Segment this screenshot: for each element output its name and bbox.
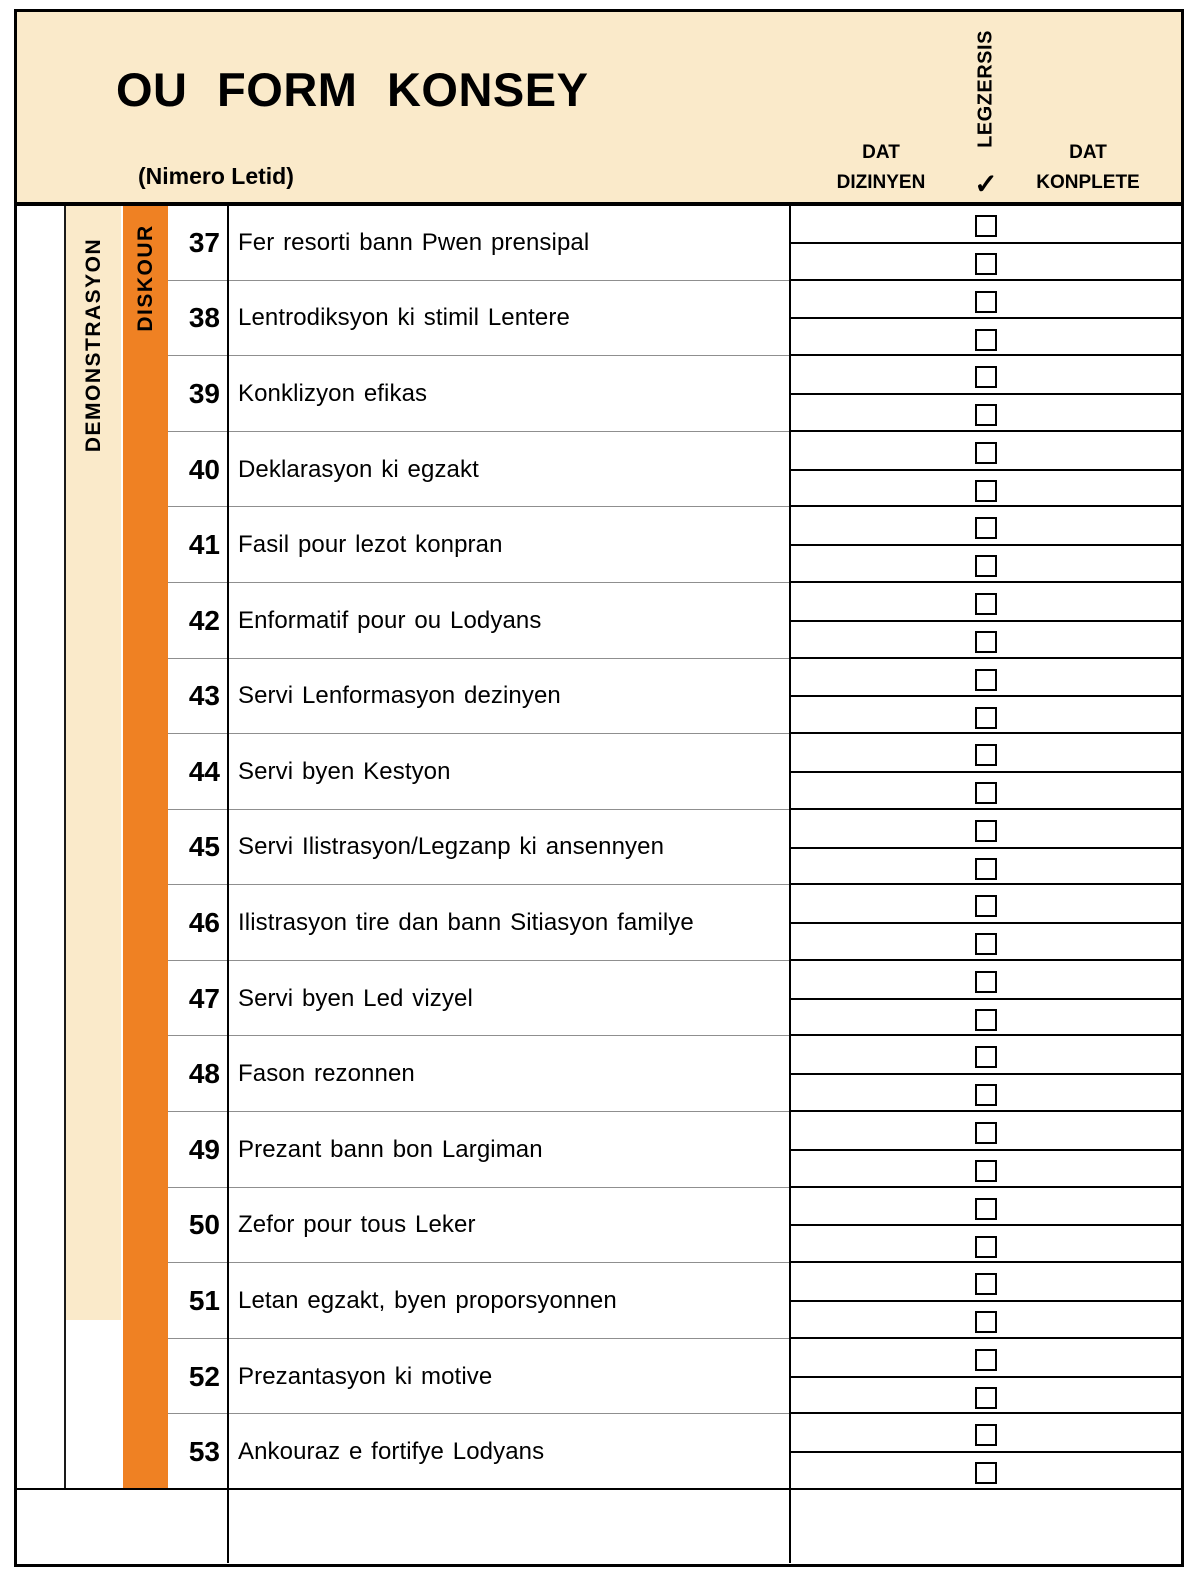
checklist-row	[168, 1339, 1182, 1415]
row-label: Servi byen Kestyon	[238, 757, 451, 785]
row-number: 52	[188, 1360, 220, 1392]
exercise-checkbox[interactable]	[975, 404, 997, 426]
column-header-exercise: LEGZERSIS	[974, 30, 997, 148]
checklist-row	[168, 961, 1182, 1037]
table-bottom-rule	[14, 1488, 1184, 1490]
row-label: Servi Lenformasyon dezinyen	[238, 682, 561, 710]
exercise-checkbox[interactable]	[975, 971, 997, 993]
date-write-line	[790, 469, 1182, 471]
row-label: Fer resorti bann Pwen prensipal	[238, 228, 590, 256]
header-bottom-rule	[14, 202, 1184, 206]
exercise-checkbox[interactable]	[975, 1122, 997, 1144]
number-column-rule	[227, 205, 229, 1563]
exercise-checkbox[interactable]	[975, 1349, 997, 1371]
row-number: 44	[188, 755, 220, 787]
row-number: 48	[188, 1058, 220, 1090]
exercise-checkbox[interactable]	[975, 744, 997, 766]
date-write-line	[790, 544, 1182, 546]
row-label: Servi Ilistrasyon/Legzanp ki ansennyen	[238, 833, 665, 861]
exercise-checkbox[interactable]	[975, 1387, 997, 1409]
checklist-row	[168, 1188, 1182, 1264]
date-write-line	[790, 242, 1182, 244]
row-label: Ankouraz e fortifye Lodyans	[238, 1438, 545, 1466]
exercise-checkbox[interactable]	[975, 1046, 997, 1068]
checklist-row	[168, 432, 1182, 508]
category-band-diskour	[123, 205, 168, 1490]
row-number: 38	[188, 302, 220, 334]
row-label: Enformatif pour ou Lodyans	[238, 606, 542, 634]
date-section-rule	[789, 205, 791, 1563]
row-number: 45	[188, 831, 220, 863]
exercise-checkbox[interactable]	[975, 933, 997, 955]
row-number: 51	[188, 1285, 220, 1316]
exercise-checkbox[interactable]	[975, 1198, 997, 1220]
exercise-checkbox[interactable]	[975, 366, 997, 388]
row-number: 39	[188, 377, 220, 409]
exercise-checkbox[interactable]	[975, 895, 997, 917]
checklist-row	[168, 1414, 1182, 1490]
form-title: OU FORM KONSEY	[116, 63, 589, 116]
row-number: 47	[188, 982, 220, 1014]
exercise-checkbox[interactable]	[975, 480, 997, 502]
form-subtitle: (Nimero Letid)	[138, 163, 294, 189]
row-label: Prezant bann bon Largiman	[238, 1135, 543, 1163]
exercise-checkbox[interactable]	[975, 517, 997, 539]
row-label: Zefor pour tous Leker	[238, 1211, 476, 1239]
row-number: 41	[188, 529, 220, 561]
exercise-checkbox[interactable]	[975, 291, 997, 313]
exercise-checkbox[interactable]	[975, 329, 997, 351]
date-write-line	[790, 1376, 1182, 1378]
exercise-checkbox[interactable]	[975, 253, 997, 275]
checklist-row	[168, 1112, 1182, 1188]
checklist-row	[168, 734, 1182, 810]
exercise-checkbox[interactable]	[975, 442, 997, 464]
date-write-line	[790, 922, 1182, 924]
row-label: Lentrodiksyon ki stimil Lentere	[238, 304, 570, 332]
row-label: Deklarasyon ki egzakt	[238, 455, 479, 483]
exercise-checkbox[interactable]	[975, 782, 997, 804]
checklist-row	[168, 507, 1182, 583]
exercise-checkbox[interactable]	[975, 1009, 997, 1031]
row-number: 50	[188, 1209, 220, 1241]
exercise-checkbox[interactable]	[975, 1236, 997, 1258]
row-number: 49	[188, 1133, 220, 1165]
checklist-row	[168, 810, 1182, 886]
row-label: Ilistrasyon tire dan bann Sitiasyon familye	[238, 909, 694, 937]
row-label: Konklizyon efikas	[238, 379, 428, 407]
checklist-row	[168, 205, 1182, 281]
exercise-checkbox[interactable]	[975, 820, 997, 842]
column-header-date-assigned: DAT DIZINYEN	[836, 142, 926, 194]
row-number: 40	[188, 453, 220, 485]
left-gutter-rule	[64, 205, 66, 1490]
row-label: Servi byen Led vizyel	[238, 984, 473, 1012]
date-write-line	[790, 1149, 1182, 1151]
row-label: Fasil pour lezot konpran	[238, 531, 503, 559]
date-write-line	[790, 393, 1182, 395]
checklist-row	[168, 356, 1182, 432]
row-number: 53	[188, 1436, 220, 1468]
date-write-line	[790, 695, 1182, 697]
row-number: 46	[188, 907, 220, 939]
row-label: Fason rezonnen	[238, 1060, 415, 1088]
exercise-checkbox[interactable]	[975, 631, 997, 653]
row-number: 43	[188, 680, 220, 712]
row-label: Letan egzakt, byen proporsyonnen	[238, 1287, 617, 1314]
exercise-checkbox[interactable]	[975, 555, 997, 577]
exercise-checkbox[interactable]	[975, 707, 997, 729]
exercise-checkbox[interactable]	[975, 1424, 997, 1446]
exercise-checkbox[interactable]	[975, 1462, 997, 1484]
category-label-diskour: DISKOUR	[134, 224, 157, 332]
date-write-line	[790, 1224, 1182, 1226]
date-write-line	[790, 620, 1182, 622]
exercise-checkbox[interactable]	[975, 1311, 997, 1333]
checklist-row	[168, 1263, 1182, 1339]
exercise-checkbox[interactable]	[975, 669, 997, 691]
exercise-checkbox[interactable]	[975, 1084, 997, 1106]
row-number: 37	[188, 226, 220, 258]
column-header-date-completed: DAT KONPLETE	[1036, 142, 1140, 194]
checklist-row	[168, 281, 1182, 357]
date-write-line	[790, 1300, 1182, 1302]
date-write-line	[790, 998, 1182, 1000]
row-number: 42	[188, 604, 220, 636]
row-label: Prezantasyon ki motive	[238, 1362, 493, 1390]
category-label-demonstrasyon: DEMONSTRASYON	[82, 237, 105, 453]
date-write-line	[790, 847, 1182, 849]
checkmark-icon: ✓	[974, 168, 998, 200]
exercise-checkbox[interactable]	[975, 858, 997, 880]
exercise-checkbox[interactable]	[975, 215, 997, 237]
exercise-checkbox[interactable]	[975, 593, 997, 615]
date-write-line	[790, 1073, 1182, 1075]
checklist-row	[168, 1036, 1182, 1112]
date-write-line	[790, 317, 1182, 319]
checklist-row	[168, 659, 1182, 735]
exercise-checkbox[interactable]	[975, 1273, 997, 1295]
checklist-row	[168, 885, 1182, 961]
checklist-row	[168, 583, 1182, 659]
exercise-checkbox[interactable]	[975, 1160, 997, 1182]
date-write-line	[790, 771, 1182, 773]
date-write-line	[790, 1451, 1182, 1453]
